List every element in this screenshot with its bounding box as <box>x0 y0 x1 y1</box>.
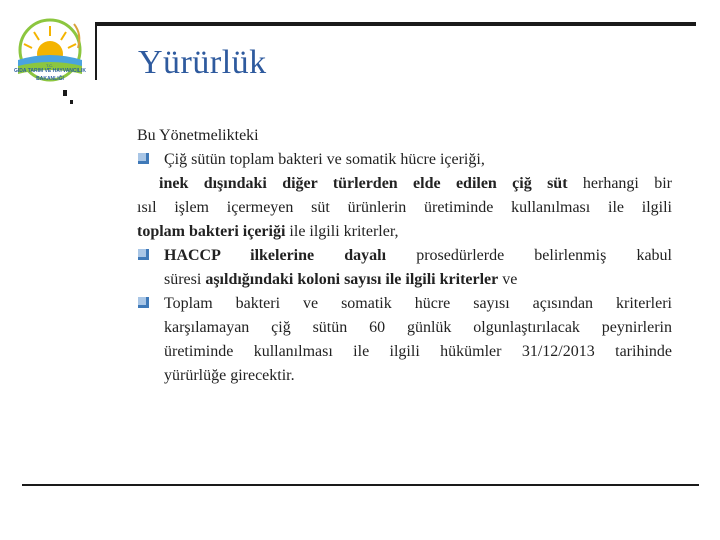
bullet-item-1 <box>137 148 672 172</box>
decor-square <box>63 90 67 96</box>
bottom-divider <box>22 484 699 486</box>
logo-tc-text: T.C. <box>46 63 54 68</box>
bullet-1-text: Çiğ sütün toplam bakteri ve somatik hücre içeriği, <box>164 151 485 168</box>
bullet-3-line-4: yürürlüğe girecektir. <box>164 367 295 384</box>
bullet-3-line-2: karşılamayan çiğ sütün 60 günlük olgunlaştırılacak peynirlerin <box>164 319 672 336</box>
bold-phrase: inek dışındaki diğer türlerden elde edilen çiğ süt <box>159 175 568 192</box>
logo-text-line1: GIDA TARIM VE HAYVANCILIK <box>14 68 86 74</box>
bullet-2-continuation <box>137 268 672 292</box>
slide-title: Yürürlük <box>138 44 267 81</box>
top-divider <box>95 22 696 26</box>
bold-phrase: HACCP ilkelerine dayalı <box>164 247 387 264</box>
decor-square-small <box>70 100 73 104</box>
slide-body <box>137 124 672 388</box>
intro-text: Bu Yönetmelikteki <box>137 127 259 144</box>
checkbox-bullet-icon <box>138 297 149 308</box>
logo-text-line2: BAKANLIĞI <box>36 76 64 82</box>
text-span: herhangi bir <box>567 175 673 192</box>
paragraph-2-line-1 <box>137 172 672 196</box>
bold-phrase: aşıldığındaki koloni sayısı ile ilgili kriterler <box>205 271 499 288</box>
checkbox-bullet-icon <box>138 249 149 260</box>
bullet-item-2 <box>137 244 672 268</box>
paragraph-2-line-3 <box>137 220 672 244</box>
text-span: prosedürlerde belirlenmiş kabul <box>386 247 672 264</box>
bullet-3-line-3: üretiminde kullanılması ile ilgili hükümler 31/12/2013 tarihinde <box>164 343 672 360</box>
text-span: ve <box>498 271 518 288</box>
checkbox-bullet-icon <box>138 153 149 164</box>
paragraph-2-line-2: ısıl işlem içermeyen süt ürünlerin üretiminde kullanılması ile ilgili <box>137 199 672 216</box>
bullet-item-3 <box>137 292 672 316</box>
bullet-3-line-1: Toplam bakteri ve somatik hücre sayısı açısından kriterleri <box>164 295 672 312</box>
text-span: süresi <box>164 271 206 288</box>
vertical-divider <box>95 22 97 80</box>
bold-phrase: toplam bakteri içeriği <box>137 223 286 240</box>
text-span: ile ilgili kriterler, <box>285 223 399 240</box>
